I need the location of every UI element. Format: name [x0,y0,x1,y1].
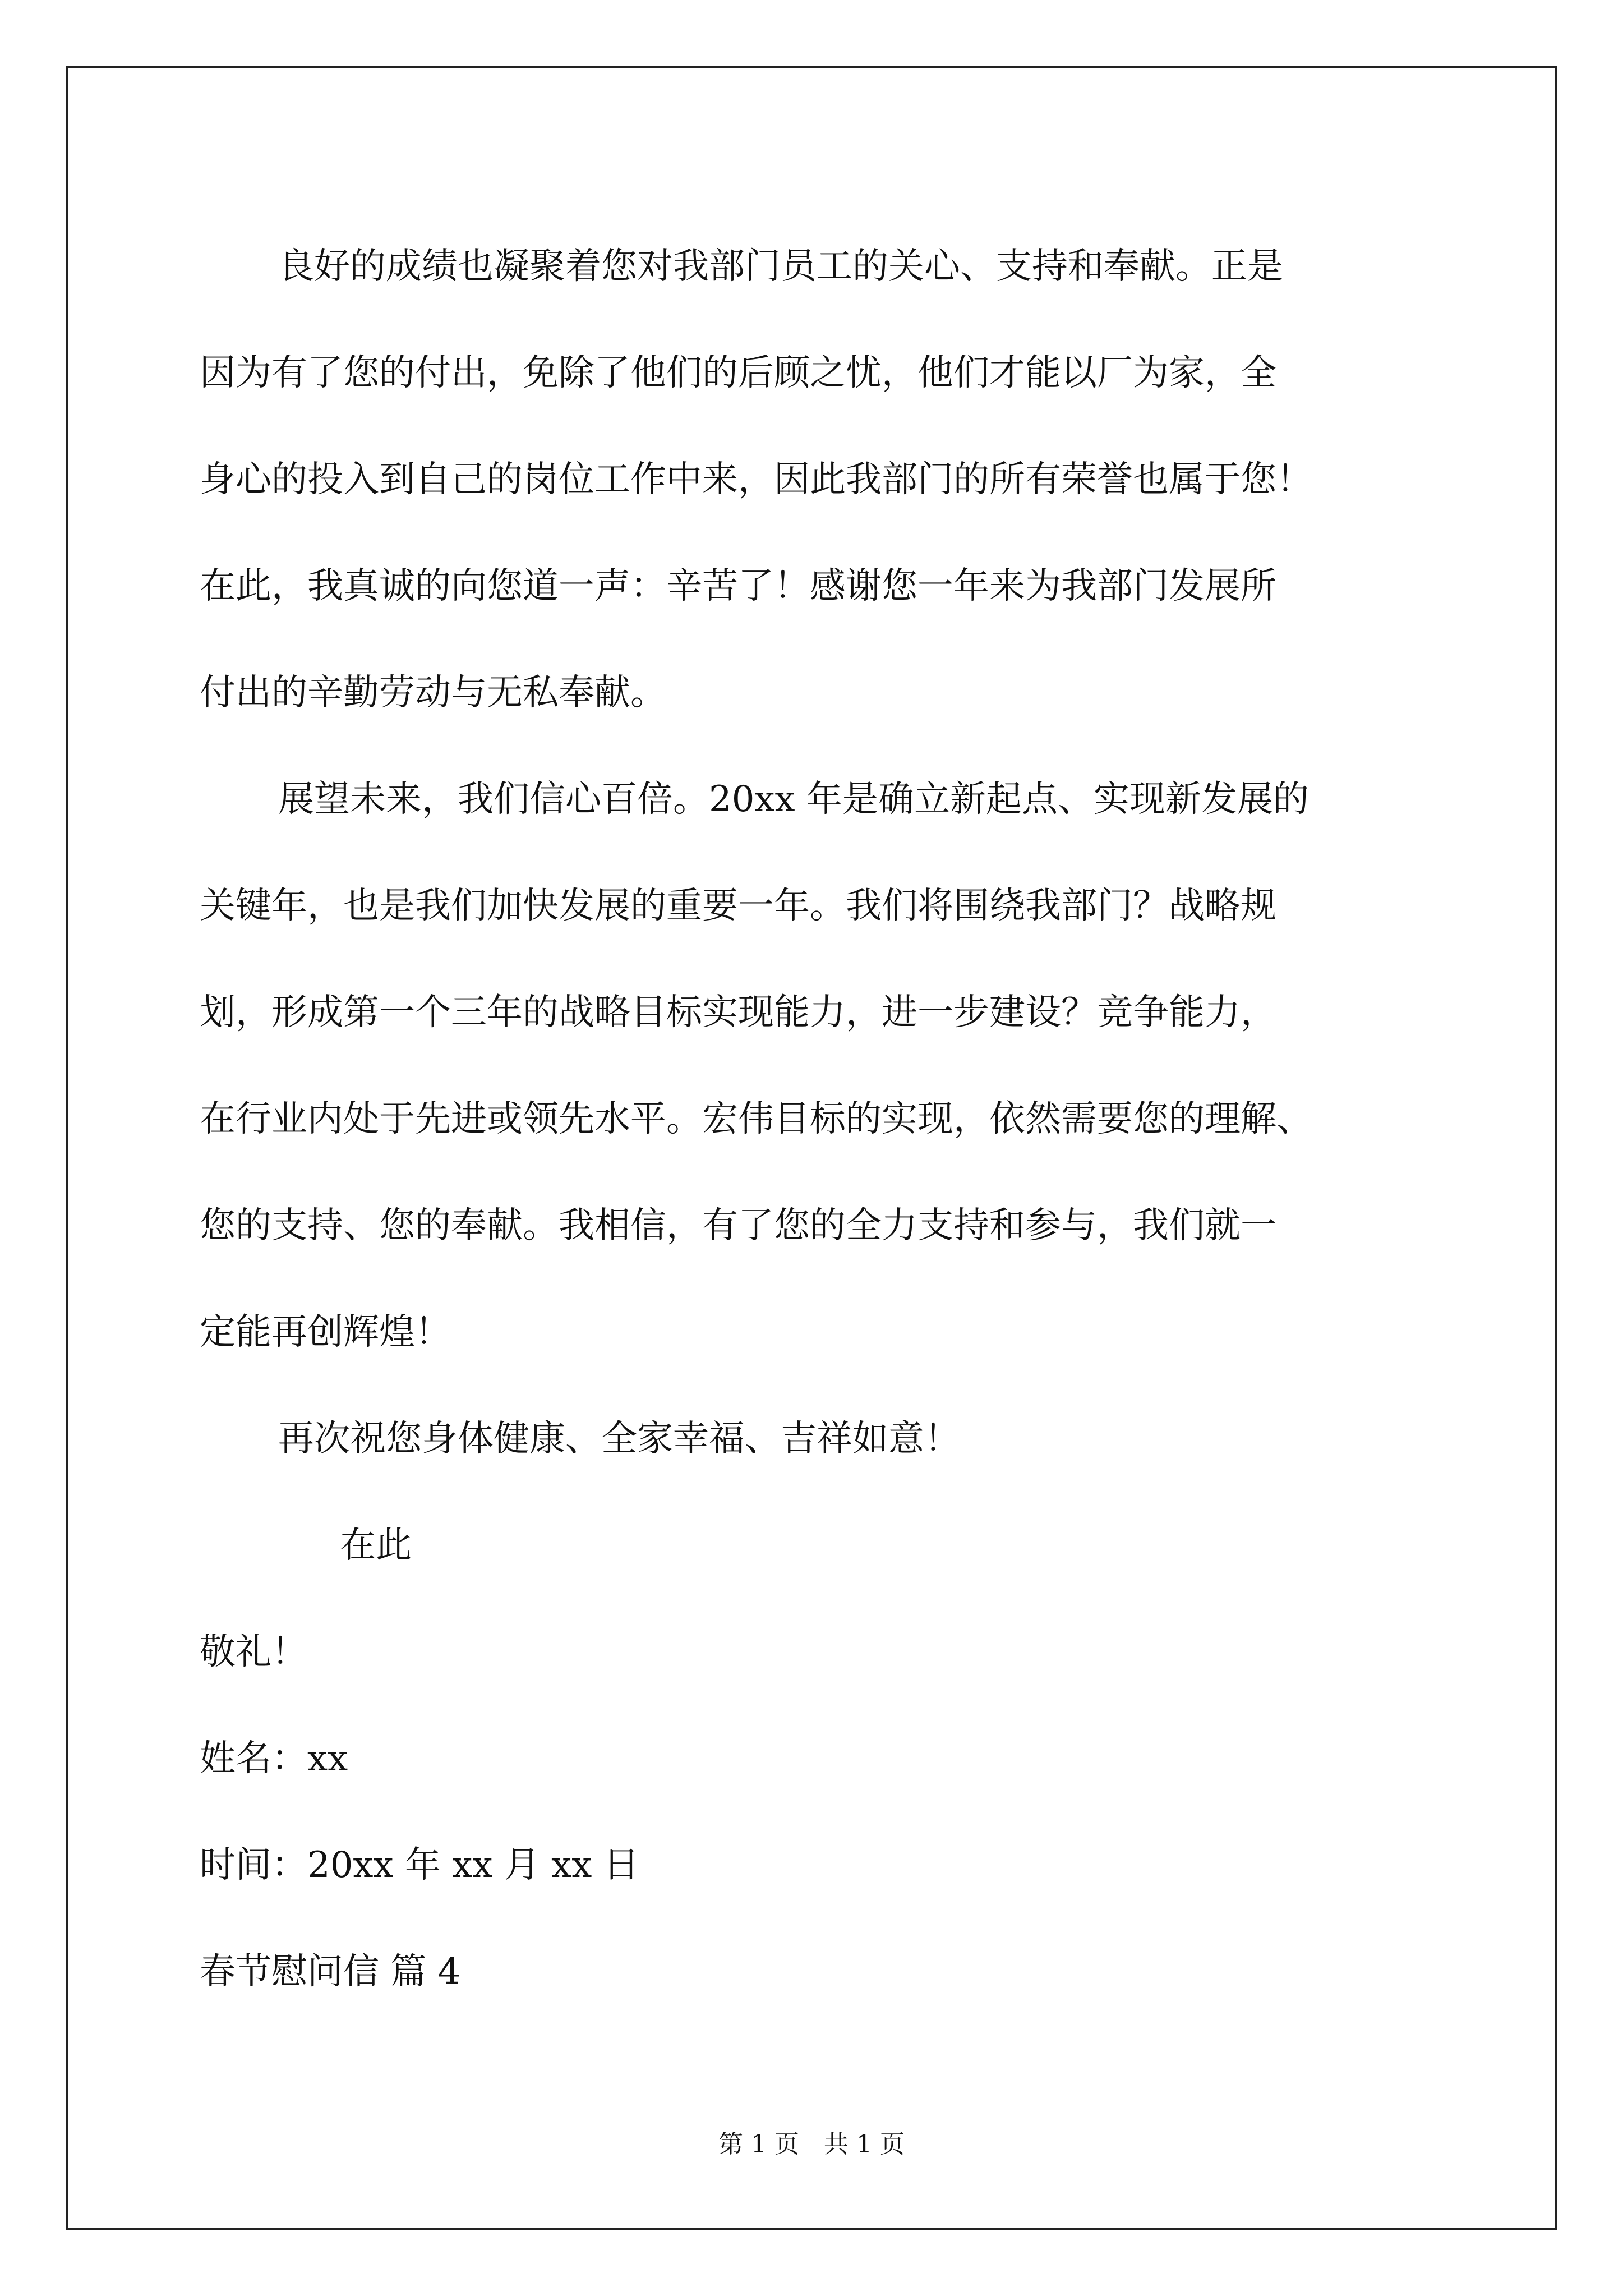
paragraph-line: 在此，我真诚的向您道一声：辛苦了！感谢您一年来为我部门发展所 [200,565,1276,607]
section-title: 春节慰问信 篇 4 [200,1951,461,1993]
closing-line: 在此 [340,1525,412,1566]
page-footer: 第 1 页 共 1 页 [718,2130,905,2159]
salutation-line: 敬礼！ [200,1631,307,1673]
paragraph-line: 定能再创辉煌！ [200,1312,451,1353]
paragraph-line: 关键年，也是我们加快发展的重要一年。我们将围绕我部门？战略规 [200,885,1276,927]
document-body [200,213,1439,2025]
signature-name: 姓名：xx [200,1738,348,1779]
signature-time: 时间：20xx 年 xx 月 xx 日 [200,1844,639,1886]
paragraph-line: 付出的辛勤劳动与无私奉献。 [200,672,666,714]
paragraph-line: 划，形成第一个三年的战略目标实现能力，进一步建设？竞争能力， [200,992,1276,1033]
paragraph-line: 因为有了您的付出，免除了他们的后顾之忧，他们才能以厂为家，全 [200,352,1276,394]
paragraph-line: 您的支持、您的奉献。我相信，有了您的全力支持和参与，我们就一 [200,1205,1276,1246]
paragraph-line: 身心的投入到自己的岗位工作中来，因此我部门的所有荣誉也属于您！ [200,459,1312,500]
paragraph-line: 良好的成绩也凝聚着您对我部门员工的关心、支持和奉献。正是 [278,246,1283,287]
paragraph-line: 再次祝您身体健康、全家幸福、吉祥如意！ [278,1418,960,1460]
paragraph-line: 在行业内处于先进或领先水平。宏伟目标的实现，依然需要您的理解、 [200,1098,1312,1140]
paragraph-line: 展望未来，我们信心百倍。20xx 年是确立新起点、实现新发展的 [278,779,1309,820]
